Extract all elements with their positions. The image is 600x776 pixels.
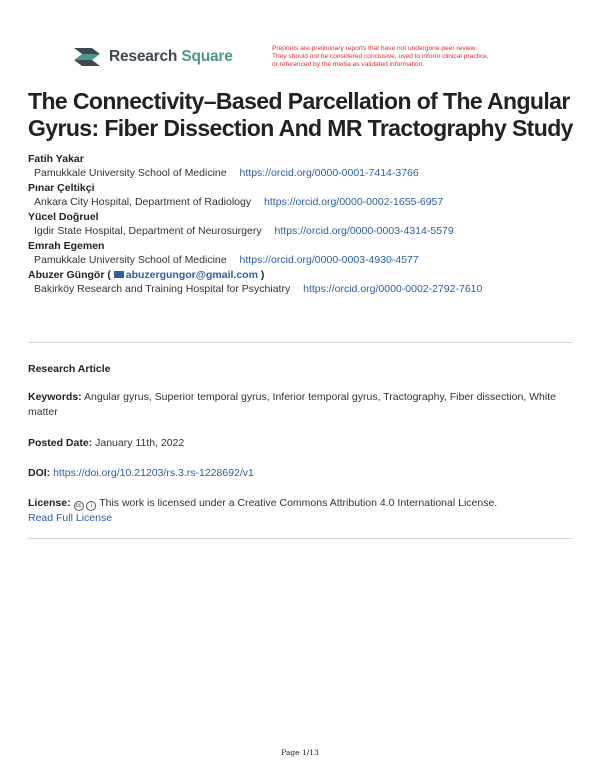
attribution-icon: i <box>86 501 96 511</box>
keywords <box>28 390 576 420</box>
email-link[interactable]: abuzergungor@gmail.com <box>114 269 258 281</box>
doi <box>28 466 576 481</box>
article-type: Research Article <box>28 363 111 375</box>
logo-text: Research Square <box>109 48 233 65</box>
affiliation-text: Bakirköy Research and Training Hospital for Psychiatry <box>34 283 291 295</box>
affiliation-text: Pamukkale University School of Medicine <box>34 254 227 266</box>
author-name: Abuzer Güngör <box>28 269 105 281</box>
read-full-license-link[interactable]: Read Full License <box>28 512 113 524</box>
keywords-text: Angular gyrus, Superior temporal gyrus, Inferior temporal gyrus, Tractography, Fiber dissection, White matter <box>28 391 556 418</box>
author-affiliation <box>28 253 588 269</box>
author-affiliation <box>28 195 588 211</box>
posted-date <box>28 436 576 451</box>
orcid-link[interactable]: https://orcid.org/0000-0003-4930-4577 <box>239 254 419 266</box>
orcid-link[interactable]: https://orcid.org/0000-0001-7414-3766 <box>239 167 419 179</box>
divider <box>28 342 573 343</box>
orcid-link[interactable]: https://orcid.org/0000-0002-2792-7610 <box>303 283 483 295</box>
orcid-link[interactable]: https://orcid.org/0000-0002-1655-6957 <box>264 196 444 208</box>
author-affiliation <box>28 166 588 182</box>
author-block <box>28 153 588 182</box>
license-text: This work is licensed under a Creative Commons Attribution 4.0 International License. <box>99 497 498 509</box>
notice-line: Preprints are preliminary reports that have not undergone peer review. <box>272 45 477 52</box>
license-label: License: <box>28 497 71 509</box>
header <box>72 44 532 78</box>
posted-label: Posted Date: <box>28 437 93 449</box>
author-block <box>28 182 588 211</box>
author-block <box>28 211 588 240</box>
author-block <box>28 269 588 298</box>
keywords-label: Keywords: <box>28 391 82 403</box>
affiliation-text: Igdir State Hospital, Department of Neurosurgery <box>34 225 262 237</box>
envelope-icon <box>114 271 124 278</box>
author-name-corresponding: Abuzer Güngör ( abuzergungor@gmail.com ) <box>28 269 265 281</box>
notice-line: They should not be considered conclusive, used to inform clinical practice, <box>272 53 489 60</box>
divider <box>28 538 573 539</box>
cc-icon: cc <box>75 503 82 509</box>
author-block <box>28 240 588 269</box>
notice-line: or referenced by the media as validated information. <box>272 61 425 68</box>
doi-label: DOI: <box>28 467 51 479</box>
preprint-notice <box>272 45 542 69</box>
page-number: Page 1/13 <box>281 748 319 757</box>
paper-title: The Connectivity–Based Parcellation of The Angular Gyrus: Fiber Dissection And MR Tractography Study <box>28 88 573 141</box>
author-list <box>28 153 588 298</box>
affiliation-text: Ankara City Hospital, Department of Radiology <box>34 196 252 208</box>
author-affiliation <box>28 282 588 298</box>
doi-link[interactable]: https://doi.org/10.21203/rs.3.rs-1228692/v1 <box>53 467 254 479</box>
research-square-logo[interactable] <box>72 46 233 68</box>
affiliation-text: Pamukkale University School of Medicine <box>34 167 227 179</box>
license <box>28 496 576 526</box>
author-name: Fatih Yakar <box>28 153 84 165</box>
research-square-logo-icon <box>72 46 102 68</box>
author-name: Emrah Egemen <box>28 240 105 252</box>
author-name: Yücel Doğruel <box>28 211 99 223</box>
author-name: Pınar Çeltikçi <box>28 182 95 194</box>
orcid-link[interactable]: https://orcid.org/0000-0003-4314-5579 <box>274 225 454 237</box>
posted-date-value: January 11th, 2022 <box>95 437 185 449</box>
author-affiliation <box>28 224 588 240</box>
